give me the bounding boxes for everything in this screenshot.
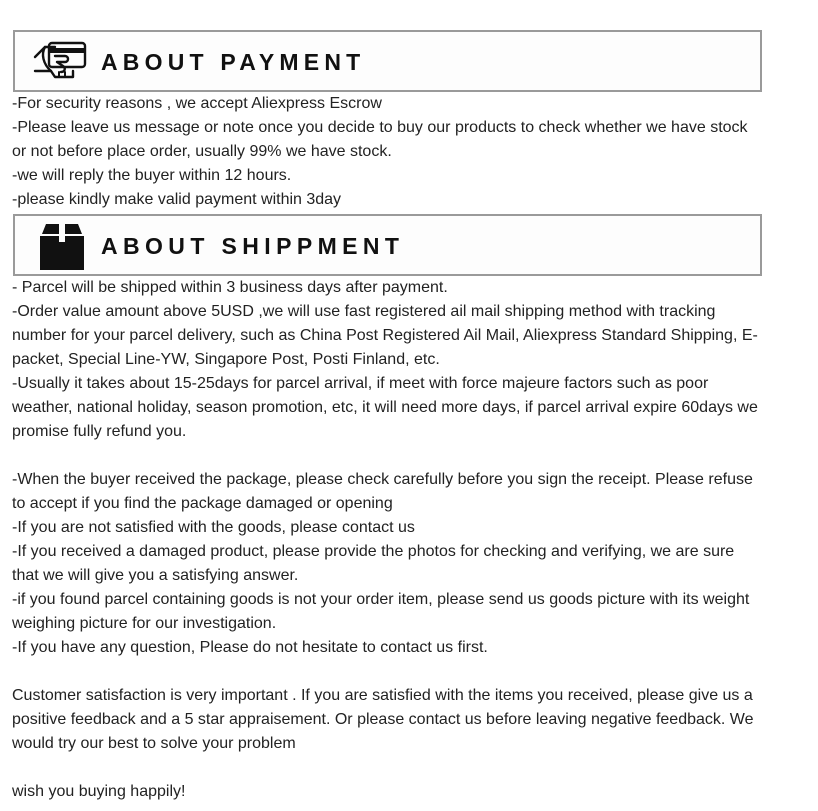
- shipment-info-text: [12, 276, 772, 804]
- after-sale-line: -If you have any question, Please do not hesitate to contact us first.: [12, 639, 488, 656]
- shipment-line: packet, Special Line-YW, Singapore Post, Posti Finland, etc.: [12, 351, 440, 368]
- closing-line: wish you buying happily!: [12, 783, 186, 800]
- after-sale-line: -If you received a damaged product, please provide the photos for checking and verifying, we are sure: [12, 543, 735, 560]
- after-sale-line: to accept if you find the package damaged or opening: [12, 495, 393, 512]
- spacer: [12, 444, 772, 468]
- feedback-line: positive feedback and a 5 star appraisement. Or please contact us before leaving negative feedback. We: [12, 711, 754, 728]
- credit-card-in-hand-icon: [33, 40, 89, 84]
- payment-line: -Please leave us message or note once you decide to buy our products to check whether we have stock: [12, 119, 748, 136]
- feedback-line: would try our best to solve your problem: [12, 735, 296, 752]
- spacer: [12, 660, 772, 684]
- after-sale-line: weighing picture for our investigation.: [12, 615, 277, 632]
- after-sale-line: -When the buyer received the package, please check carefully before you sign the receipt. Please refuse: [12, 471, 753, 488]
- shipment-line: -Usually it takes about 15-25days for parcel arrival, if meet with force majeure factors such as poor: [12, 375, 709, 392]
- shipment-line: -Order value amount above 5USD ,we will use fast registered ail mail shipping method with tracking: [12, 303, 716, 320]
- about-payment-title: ABOUT PAYMENT: [101, 49, 366, 75]
- payment-line: -please kindly make valid payment within 3day: [12, 191, 342, 208]
- feedback-line: Customer satisfaction is very important . If you are satisfied with the items you received, please give us a: [12, 687, 753, 704]
- payment-line: or not before place order, usually 99% we have stock.: [12, 143, 392, 160]
- spacer: [12, 756, 772, 780]
- package-box-icon: [37, 220, 87, 270]
- shipment-line: weather, national holiday, season promotion, etc, it will need more days, if parcel arrival expire 60days we: [12, 399, 758, 416]
- about-shipment-title: ABOUT SHIPPMENT: [101, 233, 405, 259]
- shipment-line: number for your parcel delivery, such as China Post Registered Ail Mail, Aliexpress Standard Shipping, E-: [12, 327, 758, 344]
- about-shipment-banner: [13, 214, 762, 276]
- payment-line: -For security reasons , we accept Aliexpress Escrow: [12, 95, 382, 112]
- payment-line: -we will reply the buyer within 12 hours.: [12, 167, 292, 184]
- shipment-line: promise fully refund you.: [12, 423, 187, 440]
- after-sale-line: -if you found parcel containing goods is not your order item, please send us goods picture with its weight: [12, 591, 750, 608]
- after-sale-line: that we will give you a satisfying answer.: [12, 567, 299, 584]
- payment-info-text: [12, 92, 772, 212]
- after-sale-line: -If you are not satisfied with the goods, please contact us: [12, 519, 415, 536]
- shipment-line: - Parcel will be shipped within 3 business days after payment.: [12, 279, 448, 296]
- about-payment-banner: [13, 30, 762, 92]
